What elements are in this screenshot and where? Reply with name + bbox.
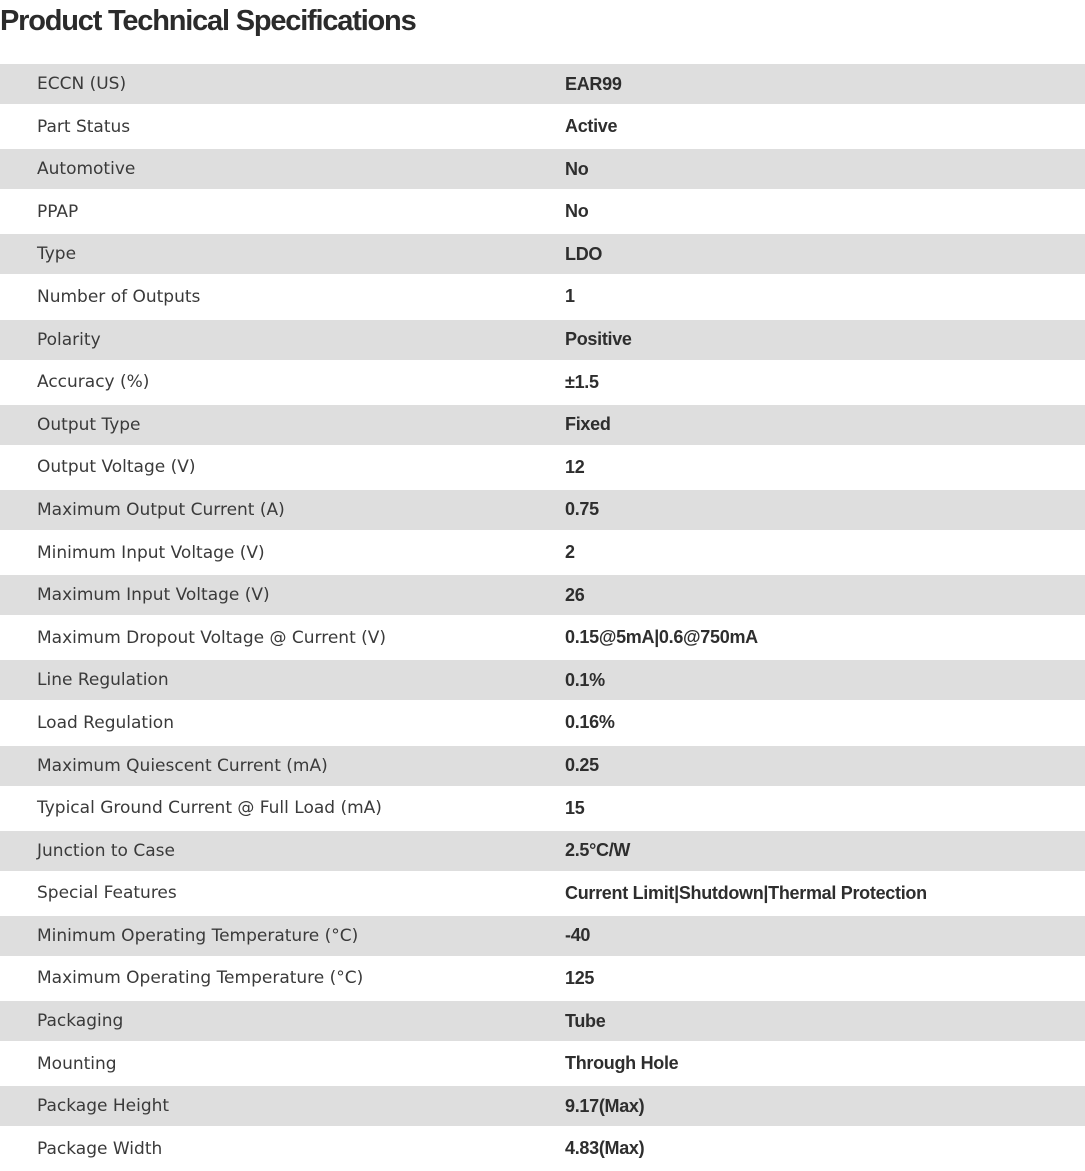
spec-row [0,107,1085,147]
spec-row [0,618,1085,658]
spec-row [0,490,1085,530]
spec-label: Maximum Operating Temperature (°C) [37,968,364,989]
spec-label: Part Status [37,116,131,137]
spec-value: EAR99 [565,73,622,94]
spec-value: No [565,201,589,222]
spec-label: Type [37,244,77,265]
spec-label: Output Type [37,414,141,435]
spec-row [0,277,1085,317]
spec-label: Load Regulation [37,712,174,733]
spec-value: ±1.5 [565,371,599,392]
spec-row [0,234,1085,274]
spec-row [0,1086,1085,1126]
spec-label: Junction to Case [37,840,175,861]
spec-value: Current Limit|Shutdown|Thermal Protection [565,882,927,903]
spec-value: 0.75 [565,499,599,520]
spec-row [0,447,1085,487]
spec-label: Maximum Dropout Voltage @ Current (V) [37,627,387,648]
spec-value: LDO [565,243,603,264]
spec-row [0,788,1085,828]
spec-value: Positive [565,329,632,350]
spec-label: Minimum Operating Temperature (°C) [37,925,359,946]
spec-row [0,873,1085,913]
spec-label: Output Voltage (V) [37,457,196,478]
spec-value: Tube [565,1010,606,1031]
spec-value: 0.15@5mA|0.6@750mA [565,627,758,648]
spec-label: Minimum Input Voltage (V) [37,542,265,563]
spec-label: Maximum Quiescent Current (mA) [37,755,328,776]
spec-label: Mounting [37,1053,117,1074]
spec-value: No [565,158,589,179]
spec-row [0,1044,1085,1084]
spec-row [0,575,1085,615]
spec-row [0,746,1085,786]
spec-row [0,958,1085,998]
spec-value: 0.25 [565,755,599,775]
spec-value: 26 [565,584,585,605]
spec-value: 0.16% [565,712,615,733]
spec-row [0,362,1085,402]
spec-row [0,703,1085,743]
spec-label: Special Features [37,883,177,904]
spec-label: Number of Outputs [37,286,201,307]
spec-label: Package Width [37,1138,163,1159]
spec-value: Fixed [565,414,611,435]
spec-value: 0.1% [565,669,605,690]
spec-row [0,660,1085,700]
spec-table [0,64,1085,1171]
spec-value: 9.17(Max) [565,1095,645,1116]
spec-value: 2.5°C/W [565,840,631,861]
spec-row [0,916,1085,956]
spec-value: Active [565,116,618,137]
spec-row [0,1001,1085,1041]
spec-row [0,831,1085,871]
page-title: Product Technical Specifications [0,5,416,37]
spec-label: Polarity [37,329,101,350]
spec-value: 4.83(Max) [565,1138,645,1159]
spec-row [0,192,1085,232]
spec-value: 15 [565,797,585,818]
spec-row [0,64,1085,104]
spec-row [0,149,1085,189]
spec-label: Maximum Output Current (A) [37,499,285,520]
spec-value: Through Hole [565,1053,679,1074]
spec-label: Typical Ground Current @ Full Load (mA) [37,798,382,819]
spec-label: PPAP [37,201,79,222]
spec-value: 12 [565,456,585,477]
spec-label: Package Height [37,1096,170,1117]
spec-label: Accuracy (%) [37,372,150,393]
spec-label: Packaging [37,1011,124,1032]
spec-label: Line Regulation [37,670,169,691]
spec-label: ECCN (US) [37,74,127,94]
spec-row [0,405,1085,445]
spec-row [0,533,1085,573]
spec-row [0,320,1085,360]
spec-value: 2 [565,542,575,563]
spec-label: Maximum Input Voltage (V) [37,585,270,606]
spec-value: -40 [565,925,591,946]
spec-label: Automotive [37,159,136,180]
spec-value: 1 [565,286,575,307]
spec-value: 125 [565,967,595,988]
